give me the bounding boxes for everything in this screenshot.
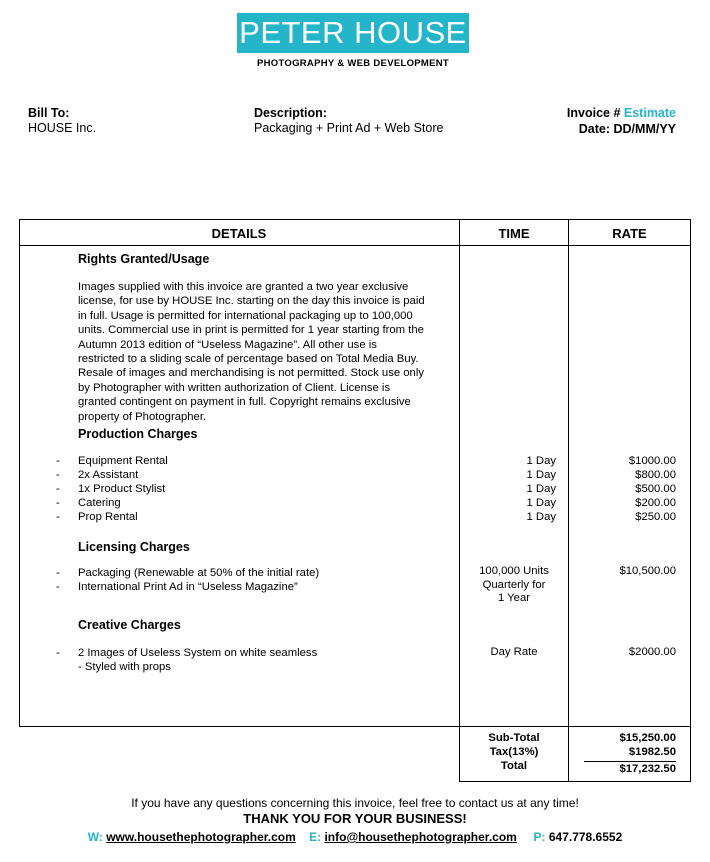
creative-rate: $2000.00 bbox=[628, 646, 676, 658]
production-item-time: 1 Day bbox=[526, 497, 556, 509]
production-title: Production Charges bbox=[78, 427, 198, 441]
brand-logo: PETER HOUSE bbox=[237, 13, 469, 53]
details-header: DETAILS bbox=[211, 226, 267, 241]
production-item-name: 2x Assistant bbox=[78, 469, 139, 481]
table-header-rule bbox=[19, 245, 691, 246]
invoice-number-value: Estimate bbox=[623, 106, 676, 120]
bullet-dash: - bbox=[56, 483, 60, 495]
tax-label: Tax(13%) bbox=[489, 746, 539, 758]
bullet-dash: - bbox=[56, 567, 60, 579]
rate-header: RATE bbox=[612, 226, 647, 241]
licensing-time-line: Quarterly for bbox=[482, 578, 546, 591]
licensing-item-name: International Print Ad in “Useless Magazine” bbox=[78, 581, 298, 593]
bill-to-value: HOUSE Inc. bbox=[28, 121, 97, 135]
rights-line: in full. Usage is permitted for international packaging up to 100,000 bbox=[78, 309, 413, 322]
creative-item-name: 2 Images of Useless System on white seamless bbox=[78, 647, 318, 659]
footer-contacts bbox=[0, 830, 710, 844]
subtotal-label: Sub-Total bbox=[488, 732, 540, 744]
production-item-time: 1 Day bbox=[526, 469, 556, 481]
time-header: TIME bbox=[498, 226, 530, 241]
production-item-rate: $500.00 bbox=[635, 483, 676, 495]
footer-question: If you have any questions concerning this invoice, feel free to contact us at any time! bbox=[131, 796, 579, 810]
creative-item-note: - Styled with props bbox=[78, 661, 171, 673]
brand-tagline: PHOTOGRAPHY & WEB DEVELOPMENT bbox=[256, 58, 450, 69]
total-rule bbox=[584, 761, 676, 762]
tax-value: $1982.50 bbox=[628, 746, 676, 758]
licensing-time bbox=[460, 565, 568, 606]
production-item-rate: $250.00 bbox=[635, 511, 676, 523]
production-item-name: Equipment Rental bbox=[78, 455, 168, 467]
rights-line: Resale of images and merchandising is not permitted. Stock use only bbox=[78, 367, 424, 380]
bullet-dash: - bbox=[56, 469, 60, 481]
production-item-name: Prop Rental bbox=[78, 511, 138, 523]
bullet-dash: - bbox=[56, 455, 60, 467]
email-label: E: bbox=[309, 830, 322, 844]
phone-number: 647.778.6552 bbox=[548, 830, 623, 844]
licensing-rate: $10,500.00 bbox=[619, 565, 676, 577]
licensing-item-name: Packaging (Renewable at 50% of the initial rate) bbox=[78, 567, 320, 579]
table-right-border bbox=[690, 219, 691, 782]
rights-line: Images supplied with this invoice are granted a two year exclusive bbox=[78, 281, 409, 293]
rights-paragraph bbox=[78, 280, 456, 424]
production-item-name: Catering bbox=[78, 497, 121, 509]
phone-label: P: bbox=[533, 830, 546, 844]
production-item-name: 1x Product Stylist bbox=[78, 483, 166, 495]
web-label: W: bbox=[87, 830, 103, 844]
invoice-date-value: DD/MM/YY bbox=[613, 122, 676, 136]
production-item-rate: $200.00 bbox=[635, 497, 676, 509]
production-item-time: 1 Day bbox=[526, 455, 556, 467]
rights-line: license, for use by HOUSE Inc. starting on the day this invoice is paid bbox=[78, 295, 425, 308]
invoice-date-label: Date: bbox=[578, 122, 614, 136]
licensing-time-line: 100,000 Units bbox=[479, 565, 549, 577]
rights-line: by Photographer with written authorization of Client. License is bbox=[78, 381, 391, 394]
production-item-rate: $1000.00 bbox=[628, 455, 676, 467]
creative-title: Creative Charges bbox=[78, 618, 181, 632]
rights-line: granted contingent on payment in full. Copyright remains exclusive bbox=[78, 396, 411, 409]
bullet-dash: - bbox=[56, 497, 60, 509]
production-item-rate: $800.00 bbox=[635, 469, 676, 481]
rights-line: units. Commercial use in print is permitted for 1 year starting from the bbox=[78, 324, 424, 337]
email-link[interactable]: info@housethephotographer.com bbox=[324, 830, 517, 844]
rights-line: restricted to a sliding scale of percentage based on Total Media Buy. bbox=[78, 353, 419, 366]
licensing-title: Licensing Charges bbox=[78, 540, 190, 554]
description-value: Packaging + Print Ad + Web Store bbox=[254, 121, 444, 135]
licensing-time-line: 1 Year bbox=[497, 592, 531, 604]
bill-to-label: Bill To: bbox=[28, 106, 70, 120]
total-label: Total bbox=[500, 760, 528, 772]
invoice-number-line bbox=[567, 106, 676, 120]
rights-line: property of Photographer. bbox=[78, 410, 207, 423]
production-item-time: 1 Day bbox=[526, 511, 556, 523]
rights-line: Autumn 2013 edition of “Useless Magazine”. All other use is bbox=[78, 338, 377, 351]
creative-time: Day Rate bbox=[490, 646, 538, 658]
invoice-date-line bbox=[579, 122, 676, 136]
bullet-dash: - bbox=[56, 647, 60, 659]
description-label: Description: bbox=[254, 106, 327, 120]
bullet-dash: - bbox=[56, 581, 60, 593]
footer-thanks: THANK YOU FOR YOUR BUSINESS! bbox=[243, 811, 467, 826]
website-link[interactable]: www.housethephotographer.com bbox=[106, 830, 296, 844]
invoice-number-label: Invoice # bbox=[566, 106, 624, 120]
subtotal-value: $15,250.00 bbox=[619, 732, 676, 744]
bullet-dash: - bbox=[56, 511, 60, 523]
production-item-time: 1 Day bbox=[526, 483, 556, 495]
rights-title: Rights Granted/Usage bbox=[78, 252, 210, 266]
total-value: $17,232.50 bbox=[619, 763, 676, 775]
